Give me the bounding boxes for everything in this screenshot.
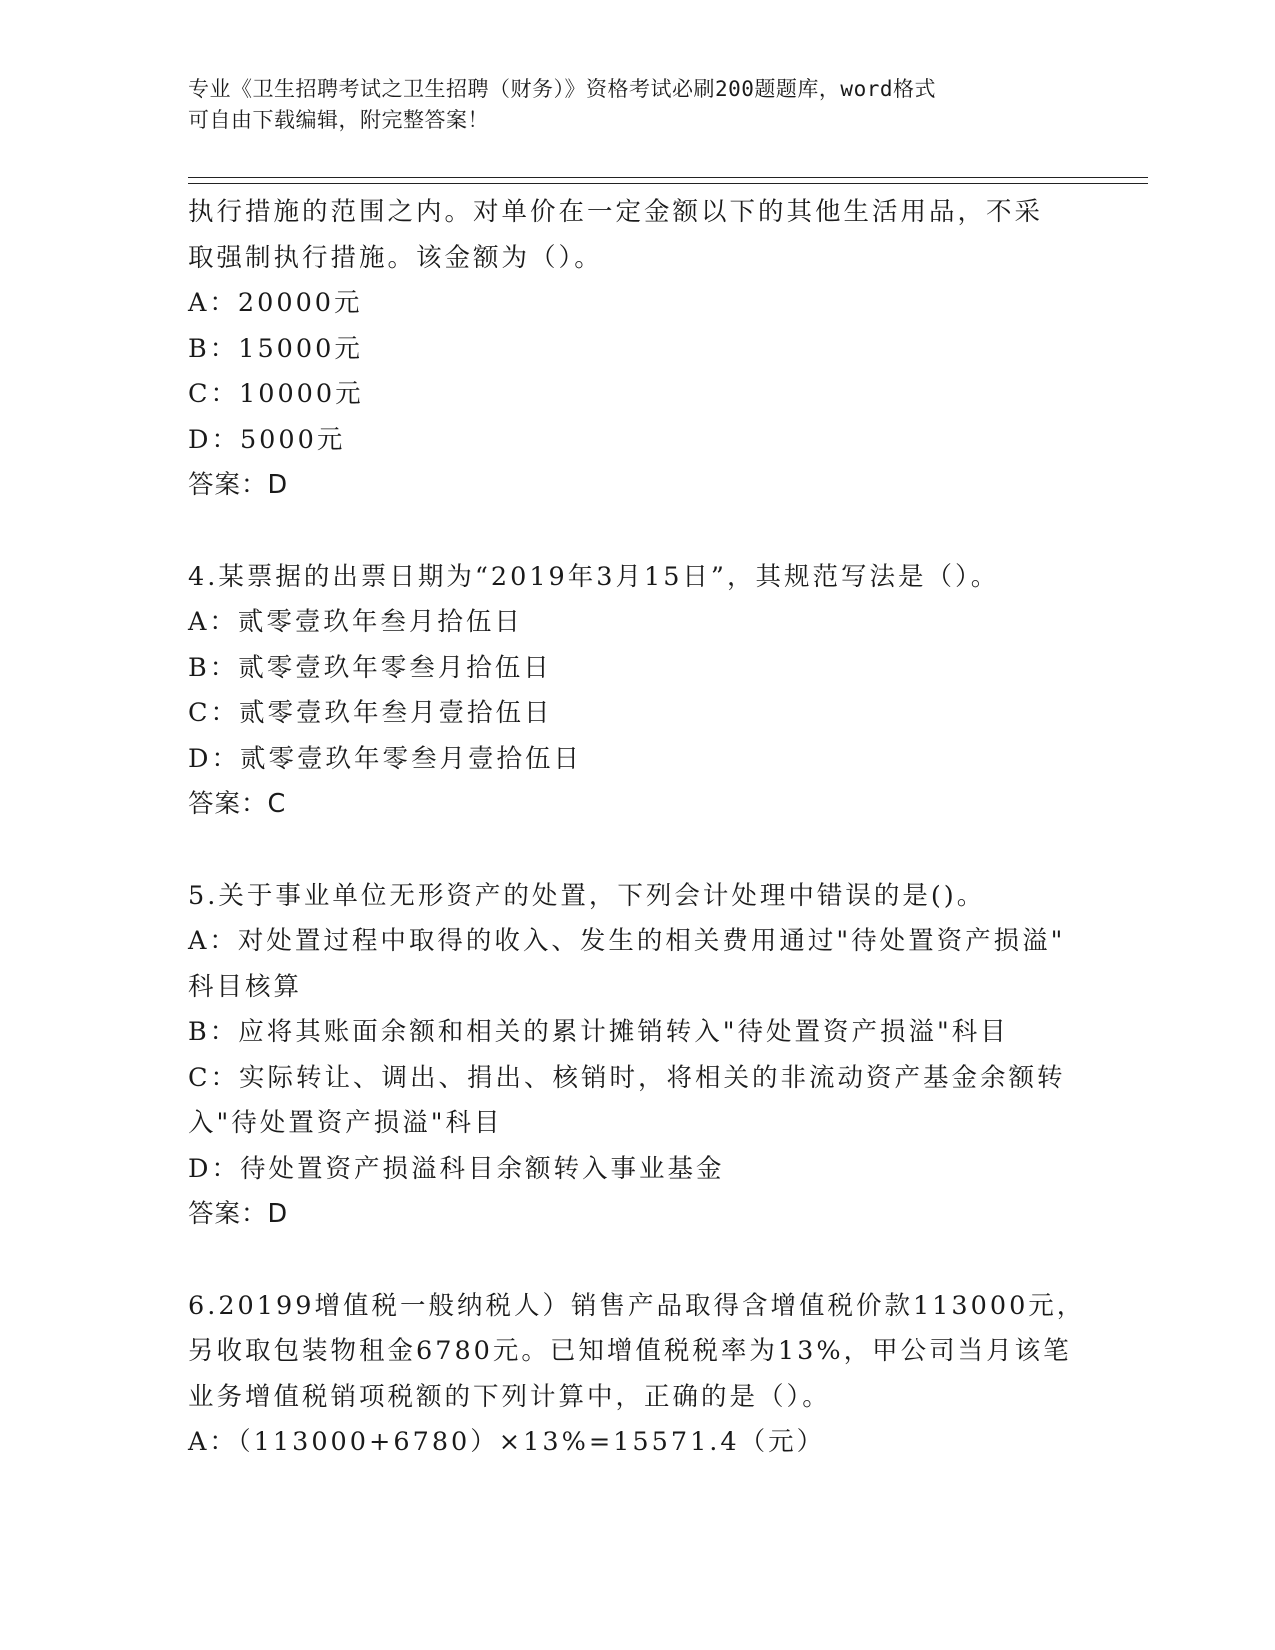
option-c: C：贰零壹玖年叁月壹拾伍日 [188, 698, 553, 728]
question-stem-line: 4.某票据的出票日期为“2019年3月15日”，其规范写法是（）。 [188, 561, 1000, 592]
header-divider-top [188, 177, 1148, 178]
question-stem-line: 5.关于事业单位无形资产的处置，下列会计处理中错误的是()。 [188, 880, 986, 911]
option-b: B：15000元 [188, 333, 363, 364]
question-stem-line: 执行措施的范围之内。对单价在一定金额以下的其他生活用品，不采 [188, 197, 1044, 227]
question-4 [188, 555, 1068, 828]
question-6 [188, 1284, 1086, 1466]
header-line-1: 专业《卫生招聘考试之卫生招聘（财务）》资格考试必刷200题题库，word格式 [188, 77, 936, 101]
question-stem-line: 另收取包装物租金6780元。已知增值税税率为13%，甲公司当月该笔 [188, 1336, 1072, 1366]
header-line-2: 可自由下载编辑，附完整答案！ [188, 108, 489, 132]
option-a: A：（113000+6780）×13%=15571.4（元） [188, 1427, 826, 1457]
answer-label: 答案：D [188, 1199, 289, 1229]
document-body [188, 190, 1086, 1466]
document-header [188, 74, 1068, 136]
header-divider-bottom [188, 183, 1148, 184]
option-a: A：20000元 [188, 288, 363, 318]
question-stem-line: 6.20199增值税一般纳税人）销售产品取得含增值税价款113000元， [188, 1290, 1086, 1321]
spacer [188, 1238, 1068, 1284]
question-stem-line: 取强制执行措施。该金额为（）。 [188, 242, 603, 273]
option-c: C：10000元 [188, 379, 364, 409]
answer-label: 答案：D [188, 470, 289, 500]
option-a: A：贰零壹玖年叁月拾伍日 [188, 607, 523, 637]
spacer [188, 509, 1068, 555]
option-c-continued: 入"待处置资产损溢"科目 [188, 1108, 503, 1138]
option-d: D：5000元 [188, 424, 346, 455]
answer-label: 答案：C [188, 789, 287, 819]
option-d: D：待处置资产损溢科目余额转入事业基金 [188, 1153, 725, 1184]
option-d: D：贰零壹玖年零叁月壹拾伍日 [188, 743, 582, 774]
option-b: B：应将其账面余额和相关的累计摊销转入"待处置资产损溢"科目 [188, 1017, 1009, 1047]
question-stem-line: 业务增值税销项税额的下列计算中，正确的是（）。 [188, 1381, 831, 1412]
option-c: C：实际转让、调出、捐出、核销时，将相关的非流动资产基金余额转 [188, 1062, 1066, 1093]
option-a: A：对处置过程中取得的收入、发生的相关费用通过"待处置资产损溢" [188, 926, 1066, 956]
option-b: B：贰零壹玖年零叁月拾伍日 [188, 652, 552, 683]
option-a-continued: 科目核算 [188, 971, 303, 1002]
question-3 [188, 190, 1068, 509]
spacer [188, 828, 1068, 874]
question-5 [188, 874, 1068, 1238]
